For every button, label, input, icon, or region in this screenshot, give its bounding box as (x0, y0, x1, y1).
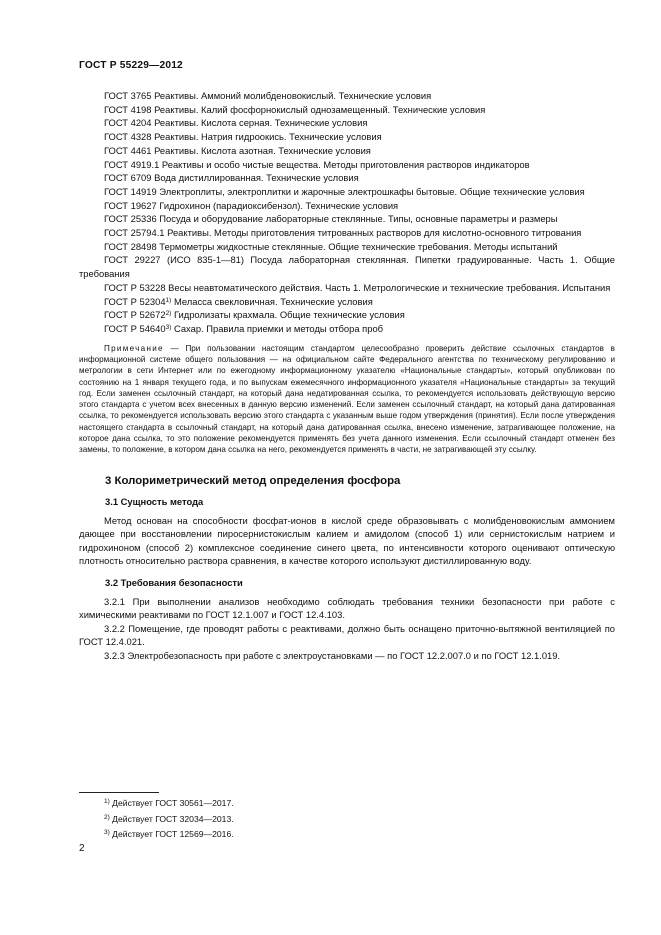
footnote-item (104, 796, 604, 812)
safety-paragraph: 3.2.2 Помещение, где проводят работы с реактивами, должно быть оснащено приточно-вытяжной вентиляцией по ГОСТ 12.4.021. (79, 622, 615, 648)
footnote-number: 1) (104, 798, 110, 805)
safety-paragraph: 3.2.3 Электробезопасность при работе с электроустановками — по ГОСТ 12.2.007.0 и по ГОСТ 12.1.019. (104, 649, 561, 661)
reference-title: Гидролизаты крахмала. Общие технические условия (171, 309, 405, 321)
main-content (79, 89, 615, 662)
safety-paragraph: 3.2.1 При выполнении анализов необходимо соблюдать требования техники безопасности при работе с химическими реактивами по ГОСТ 12.1.007 и ГОСТ 12.4.103. (79, 595, 615, 621)
footnote-item (104, 812, 604, 828)
reference-item: ГОСТ 25336 Посуда и оборудование лабораторные стеклянные. Типы, основные параметры и размеры (104, 213, 558, 225)
footnote-divider (79, 792, 159, 793)
footnote-number: 2) (104, 813, 110, 821)
reference-item: ГОСТ Р 53228 Весы неавтоматического действия. Часть 1. Метрологические и технические требования. Испытания (104, 281, 611, 293)
reference-item: ГОСТ 4204 Реактивы. Кислота серная. Технические условия (104, 117, 368, 129)
reference-item-footnoted (79, 322, 615, 336)
footnote-text: Действует ГОСТ 12569—2016. (109, 829, 234, 839)
subsection-title-method: 3.1 Сущность метода (105, 495, 204, 507)
footnote-marker[interactable]: 1) (165, 296, 172, 304)
reference-item: ГОСТ 19627 Гидрохинон (парадиоксибензол). Технические условия (104, 199, 399, 211)
footnote-text: Действует ГОСТ 30561—2017. (109, 798, 234, 808)
reference-code: ГОСТ Р 52672 (104, 309, 166, 321)
reference-code: ГОСТ Р 54640 (104, 322, 166, 334)
reference-item-footnoted (79, 308, 615, 322)
reference-item: ГОСТ 29227 (ИСО 835-1—81) Посуда лабораторная стеклянная. Пипетки градуированные. Часть 1. Общие требования (79, 254, 615, 280)
reference-item: ГОСТ 4461 Реактивы. Кислота азотная. Технические условия (104, 144, 371, 156)
footnote-marker[interactable]: 3) (165, 323, 172, 331)
reference-item: ГОСТ 25794.1 Реактивы. Методы приготовления титрованных растворов для кислотно-основного титрования (104, 227, 582, 239)
reference-item: ГОСТ 6709 Вода дистиллированная. Технические условия (104, 172, 359, 184)
section-title: 3 Колориметрический метод определения фосфора (105, 474, 401, 487)
document-header: ГОСТ Р 55229—2012 (79, 60, 183, 71)
note-label: Примечание (104, 343, 164, 353)
reference-title: Сахар. Правила приемки и методы отбора проб (171, 322, 384, 334)
page-number: 2 (79, 843, 85, 854)
footnote-item (104, 827, 604, 843)
reference-title: Меласса свекловичная. Технические условия (171, 295, 373, 307)
reference-item: ГОСТ 28498 Термометры жидкостные стеклянные. Общие технические требования. Методы испытаний (104, 240, 558, 252)
reference-item: ГОСТ 3765 Реактивы. Аммоний молибденовокислый. Технические условия (104, 90, 432, 101)
footnote-text: Действует ГОСТ 32034—2013. (109, 813, 234, 824)
reference-item-footnoted (79, 295, 615, 309)
footnote-marker[interactable]: 2) (165, 310, 172, 318)
method-paragraph: Метод основан на способности фосфат-ионов в кислой среде образовывать с молибденовокислым аммонием дающее при восстановлении пиросернистокислым калием и амидолом (способ 1) или сернистокислым натрием и гидрохиноном (способ 2) комплексное соединение синего цвета, по интенсивности которого оценивают оптическую плотность относительно раствора сравнения, в качестве которого используют дистиллированную воду. (79, 514, 615, 567)
normative-references-list (79, 89, 615, 336)
reference-item: ГОСТ 4328 Реактивы. Натрия гидроокись. Технические условия (104, 131, 382, 143)
reference-item: ГОСТ 14919 Электроплиты, электроплитки и жарочные электрошкафы бытовые. Общие технические условия (104, 185, 585, 197)
subsection-title-safety: 3.2 Требования безопасности (105, 576, 243, 588)
reference-code: ГОСТ Р 52304 (104, 295, 166, 307)
footnote-number: 3) (104, 829, 110, 836)
note-paragraph (79, 343, 615, 456)
reference-item: ГОСТ 4919.1 Реактивы и особо чистые вещества. Методы приготовления растворов индикаторов (104, 158, 530, 170)
note-text: — При пользовании настоящим стандартом целесообразно проверить действие ссылочных стандартов в информационной системе общего пользования — на официальном сайте Федерального агентства по техническому регулированию и метрологии в сети Интернет или по ежегодному информационному указателю «Национальные стандарты», который опубликован по состоянию на 1 января текущего года, и по выпускам ежемесячного информационного указателя «Национальные стандарты» за текущий год. Если заменен ссылочный стандарт, на который дана недатированная ссылка, то рекомендуется использовать действующую версию этого стандарта с учетом всех внесенных в данную версию изменений. Если заменен ссылочный стандарт, на который дана датированная ссылка, то рекомендуется использовать версию этого стандарта с указанным выше годом утверждения (принятия). Если после утверждения настоящего стандарта в ссылочный стандарт, на который дана датированная ссылка, внесено изменение, затрагивающее положение, на которое дана ссылка, то это положение рекомендуется применять без учета данного изменения. Если ссылочный стандарт отменен без замены, то положение, в котором дана ссылка на него, рекомендуется применять в части, не затрагивающей эту ссылку. (79, 343, 615, 455)
footnotes (104, 796, 604, 843)
reference-item: ГОСТ 4198 Реактивы. Калий фосфорнокислый однозамещенный. Технические условия (104, 103, 486, 115)
